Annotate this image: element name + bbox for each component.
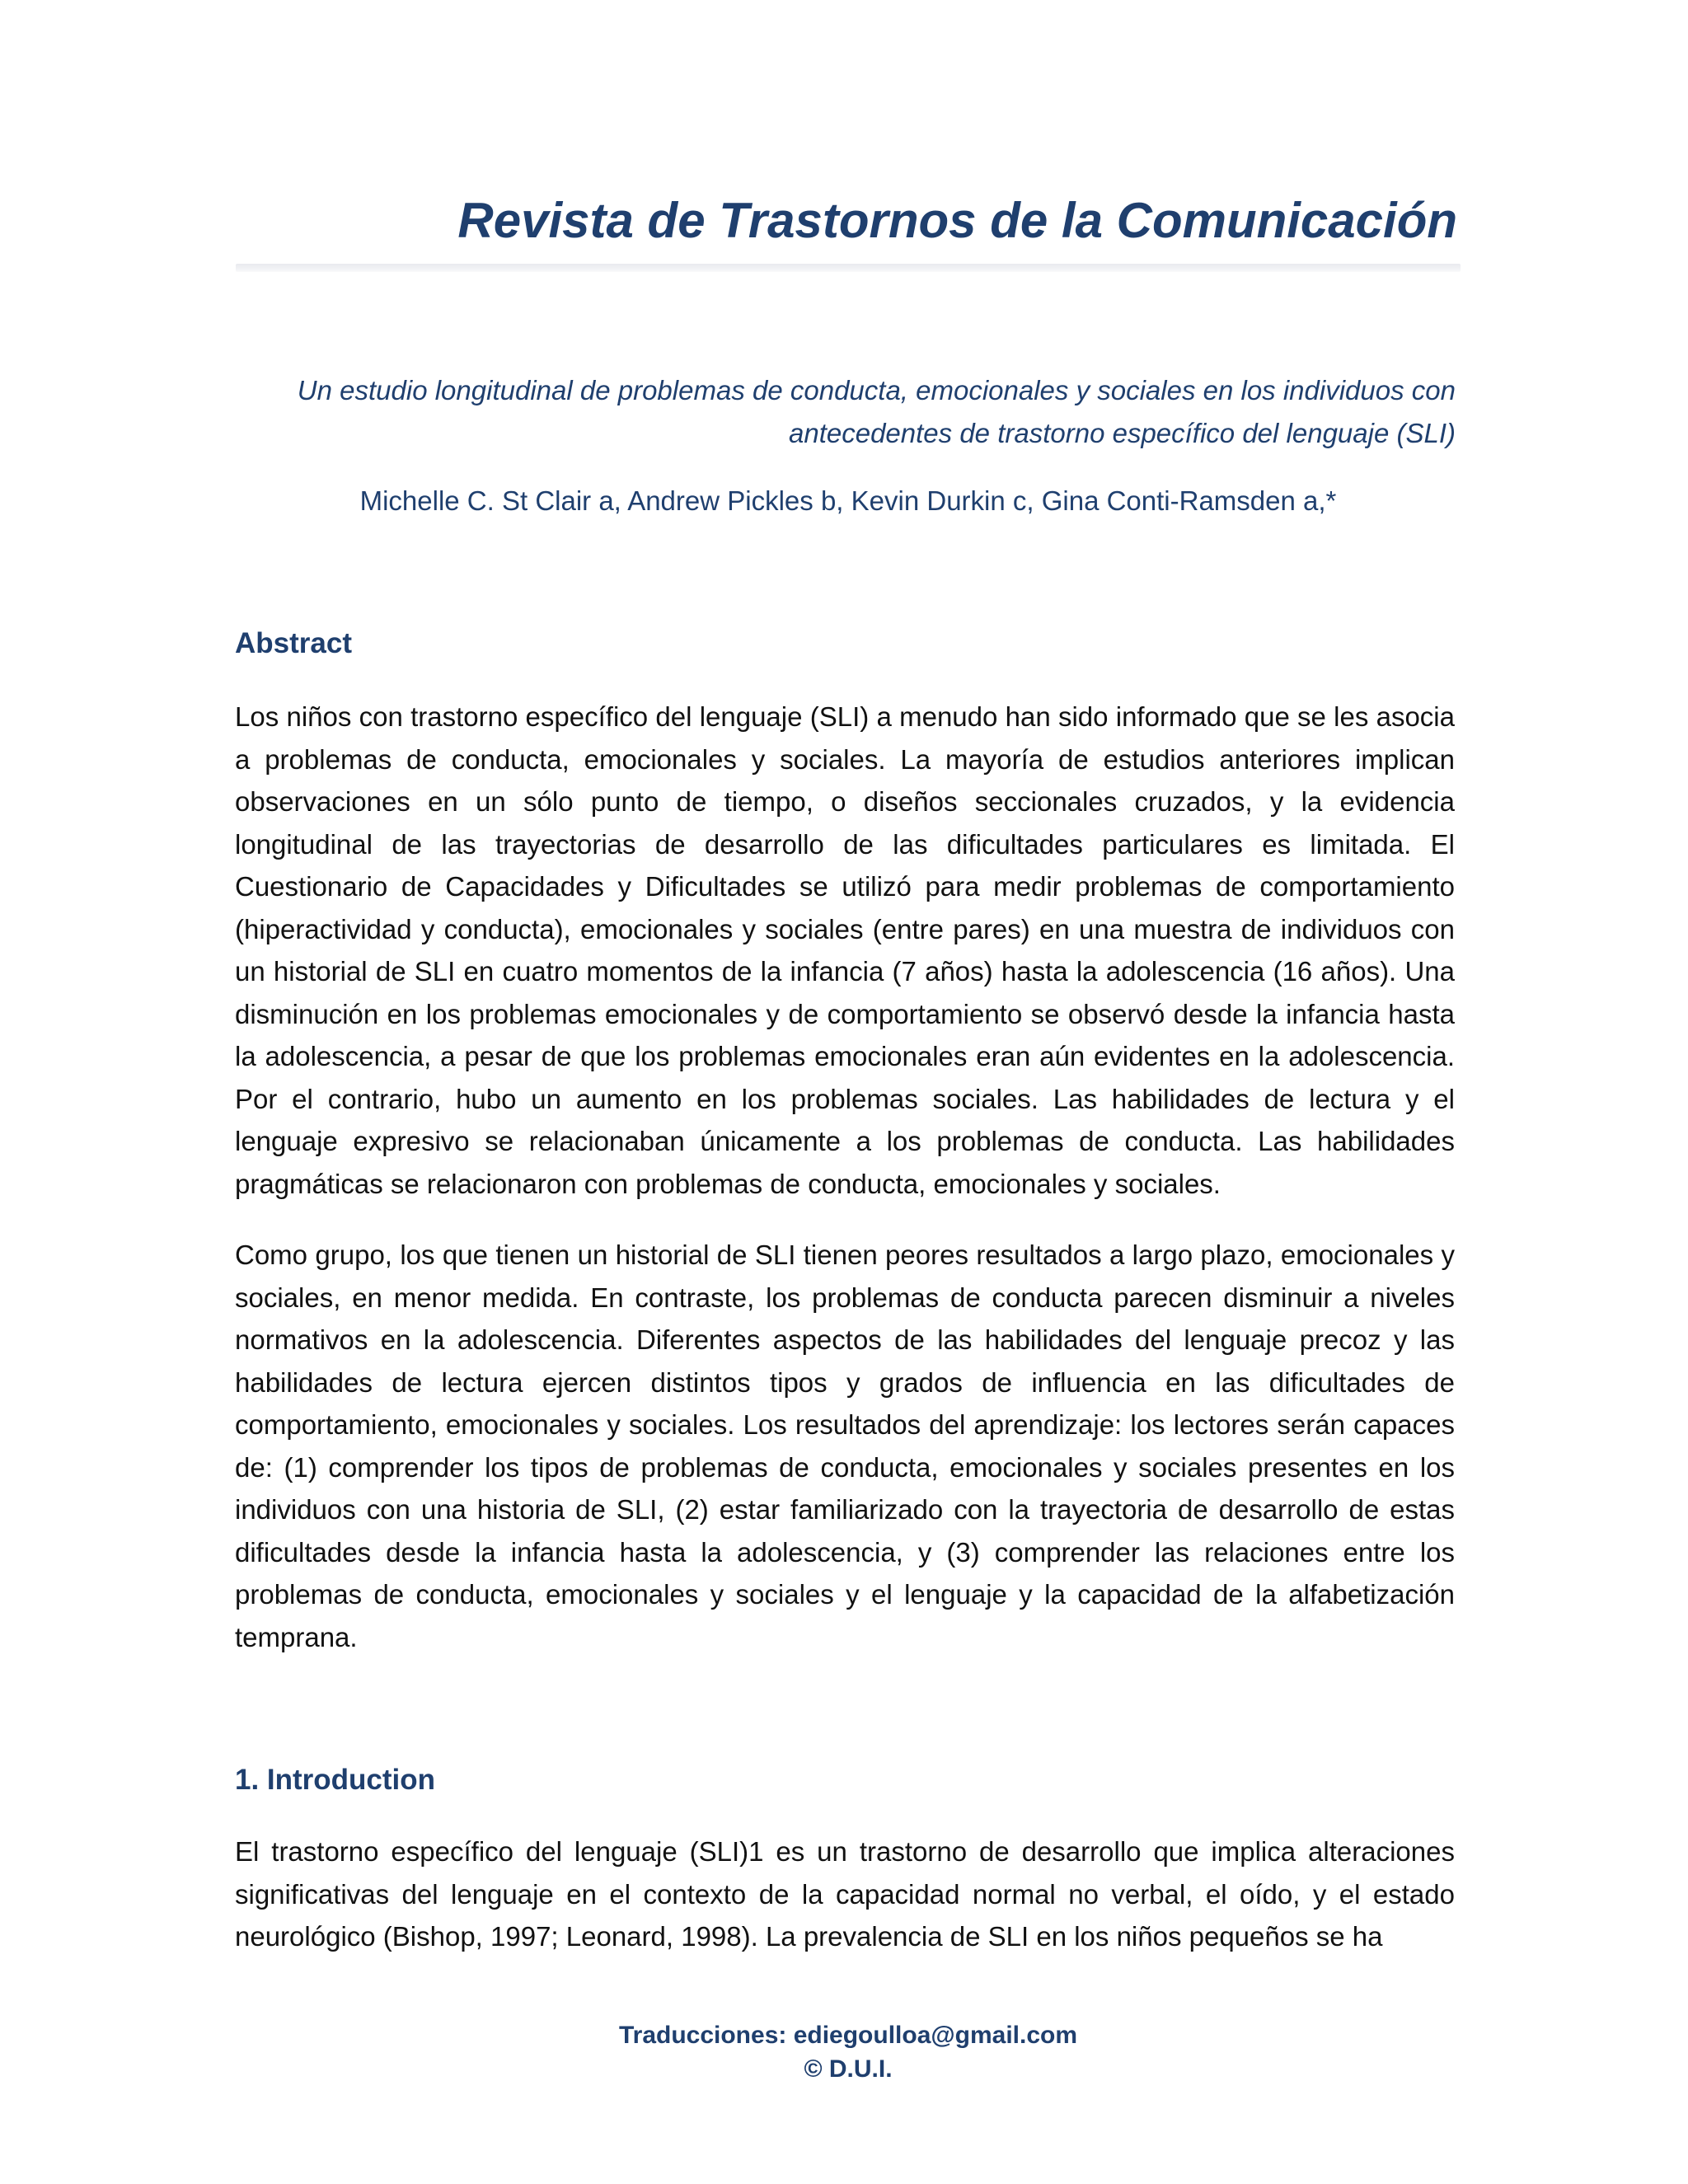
- journal-title: Revista de Trastornos de la Comunicación: [457, 193, 1457, 248]
- abstract-paragraph-1: Los niños con trastorno específico del lenguaje (SLI) a menudo han sido informado que se les asocia a problemas de conducta, emocionales y sociales. La mayoría de estudios anteriores implican observaciones en un sólo punto de tiempo, o diseños seccionales cruzados, y la evidencia longitudinal de las trayectorias de desarrollo de las dificultades particulares es limitada. El Cuestionario de Capacidades y Dificultades se utilizó para medir problemas de comportamiento (hiperactividad y conducta), emocionales y sociales (entre pares) en una muestra de individuos con un historial de SLI en cuatro momentos de la infancia (7 años) hasta la adolescencia (16 años). Una disminución en los problemas emocionales y de comportamiento se observó desde la infancia hasta la adolescencia, a pesar de que los problemas emocionales eran aún evidentes en la adolescencia. Por el contrario, hubo un aumento en los problemas sociales. Las habilidades de lectura y el lenguaje expresivo se relacionaban únicamente a los problemas de conducta. Las habilidades pragmáticas se relacionaron con problemas de conducta, emocionales y sociales.: [235, 701, 1455, 1199]
- introduction-heading: 1. Introduction: [235, 1764, 436, 1796]
- abstract-heading: Abstract: [235, 627, 352, 659]
- introduction-paragraph-1: El trastorno específico del lenguaje (SLI)1 es un trastorno de desarrollo que implica alteraciones significativas del lenguaje en el contexto de la capacidad normal no verbal, el oído, y el estado neurológico (Bishop, 1997; Leonard, 1998). La prevalencia de SLI en los niños pequeños se ha: [235, 1836, 1455, 1952]
- title-divider: [236, 264, 1461, 272]
- abstract-paragraph-2: Como grupo, los que tienen un historial de SLI tienen peores resultados a largo plazo, emocionales y sociales, en menor medida. En contraste, los problemas de conducta parecen disminuir a niveles normativos en la adolescencia. Diferentes aspectos de las habilidades del lenguaje precoz y las habilidades de lectura ejercen distintos tipos y grados de influencia en las dificultades de comportamiento, emocionales y sociales. Los resultados del aprendizaje: los lectores serán capaces de: (1) comprender los tipos de problemas de conducta, emocionales y sociales presentes en los individuos con una historia de SLI, (2) estar familiarizado con la trayectoria de desarrollo de estas dificultades desde la infancia hasta la adolescencia, y (3) comprender las relaciones entre los problemas de conducta, emocionales y sociales y el lenguaje y la capacidad de la alfabetización temprana.: [235, 1240, 1455, 1652]
- author-list: Michelle C. St Clair a, Andrew Pickles b, Kevin Durkin c, Gina Conti-Ramsden a,*: [359, 485, 1337, 516]
- footer-copyright: © D.U.I.: [804, 2055, 893, 2083]
- article-title: Un estudio longitudinal de problemas de conducta, emocionales y sociales en los individuos con antecedentes de trastorno específico del lenguaje (SLI): [297, 375, 1456, 448]
- footer-translations: Traducciones: ediegoulloa@gmail.com: [618, 2022, 1078, 2049]
